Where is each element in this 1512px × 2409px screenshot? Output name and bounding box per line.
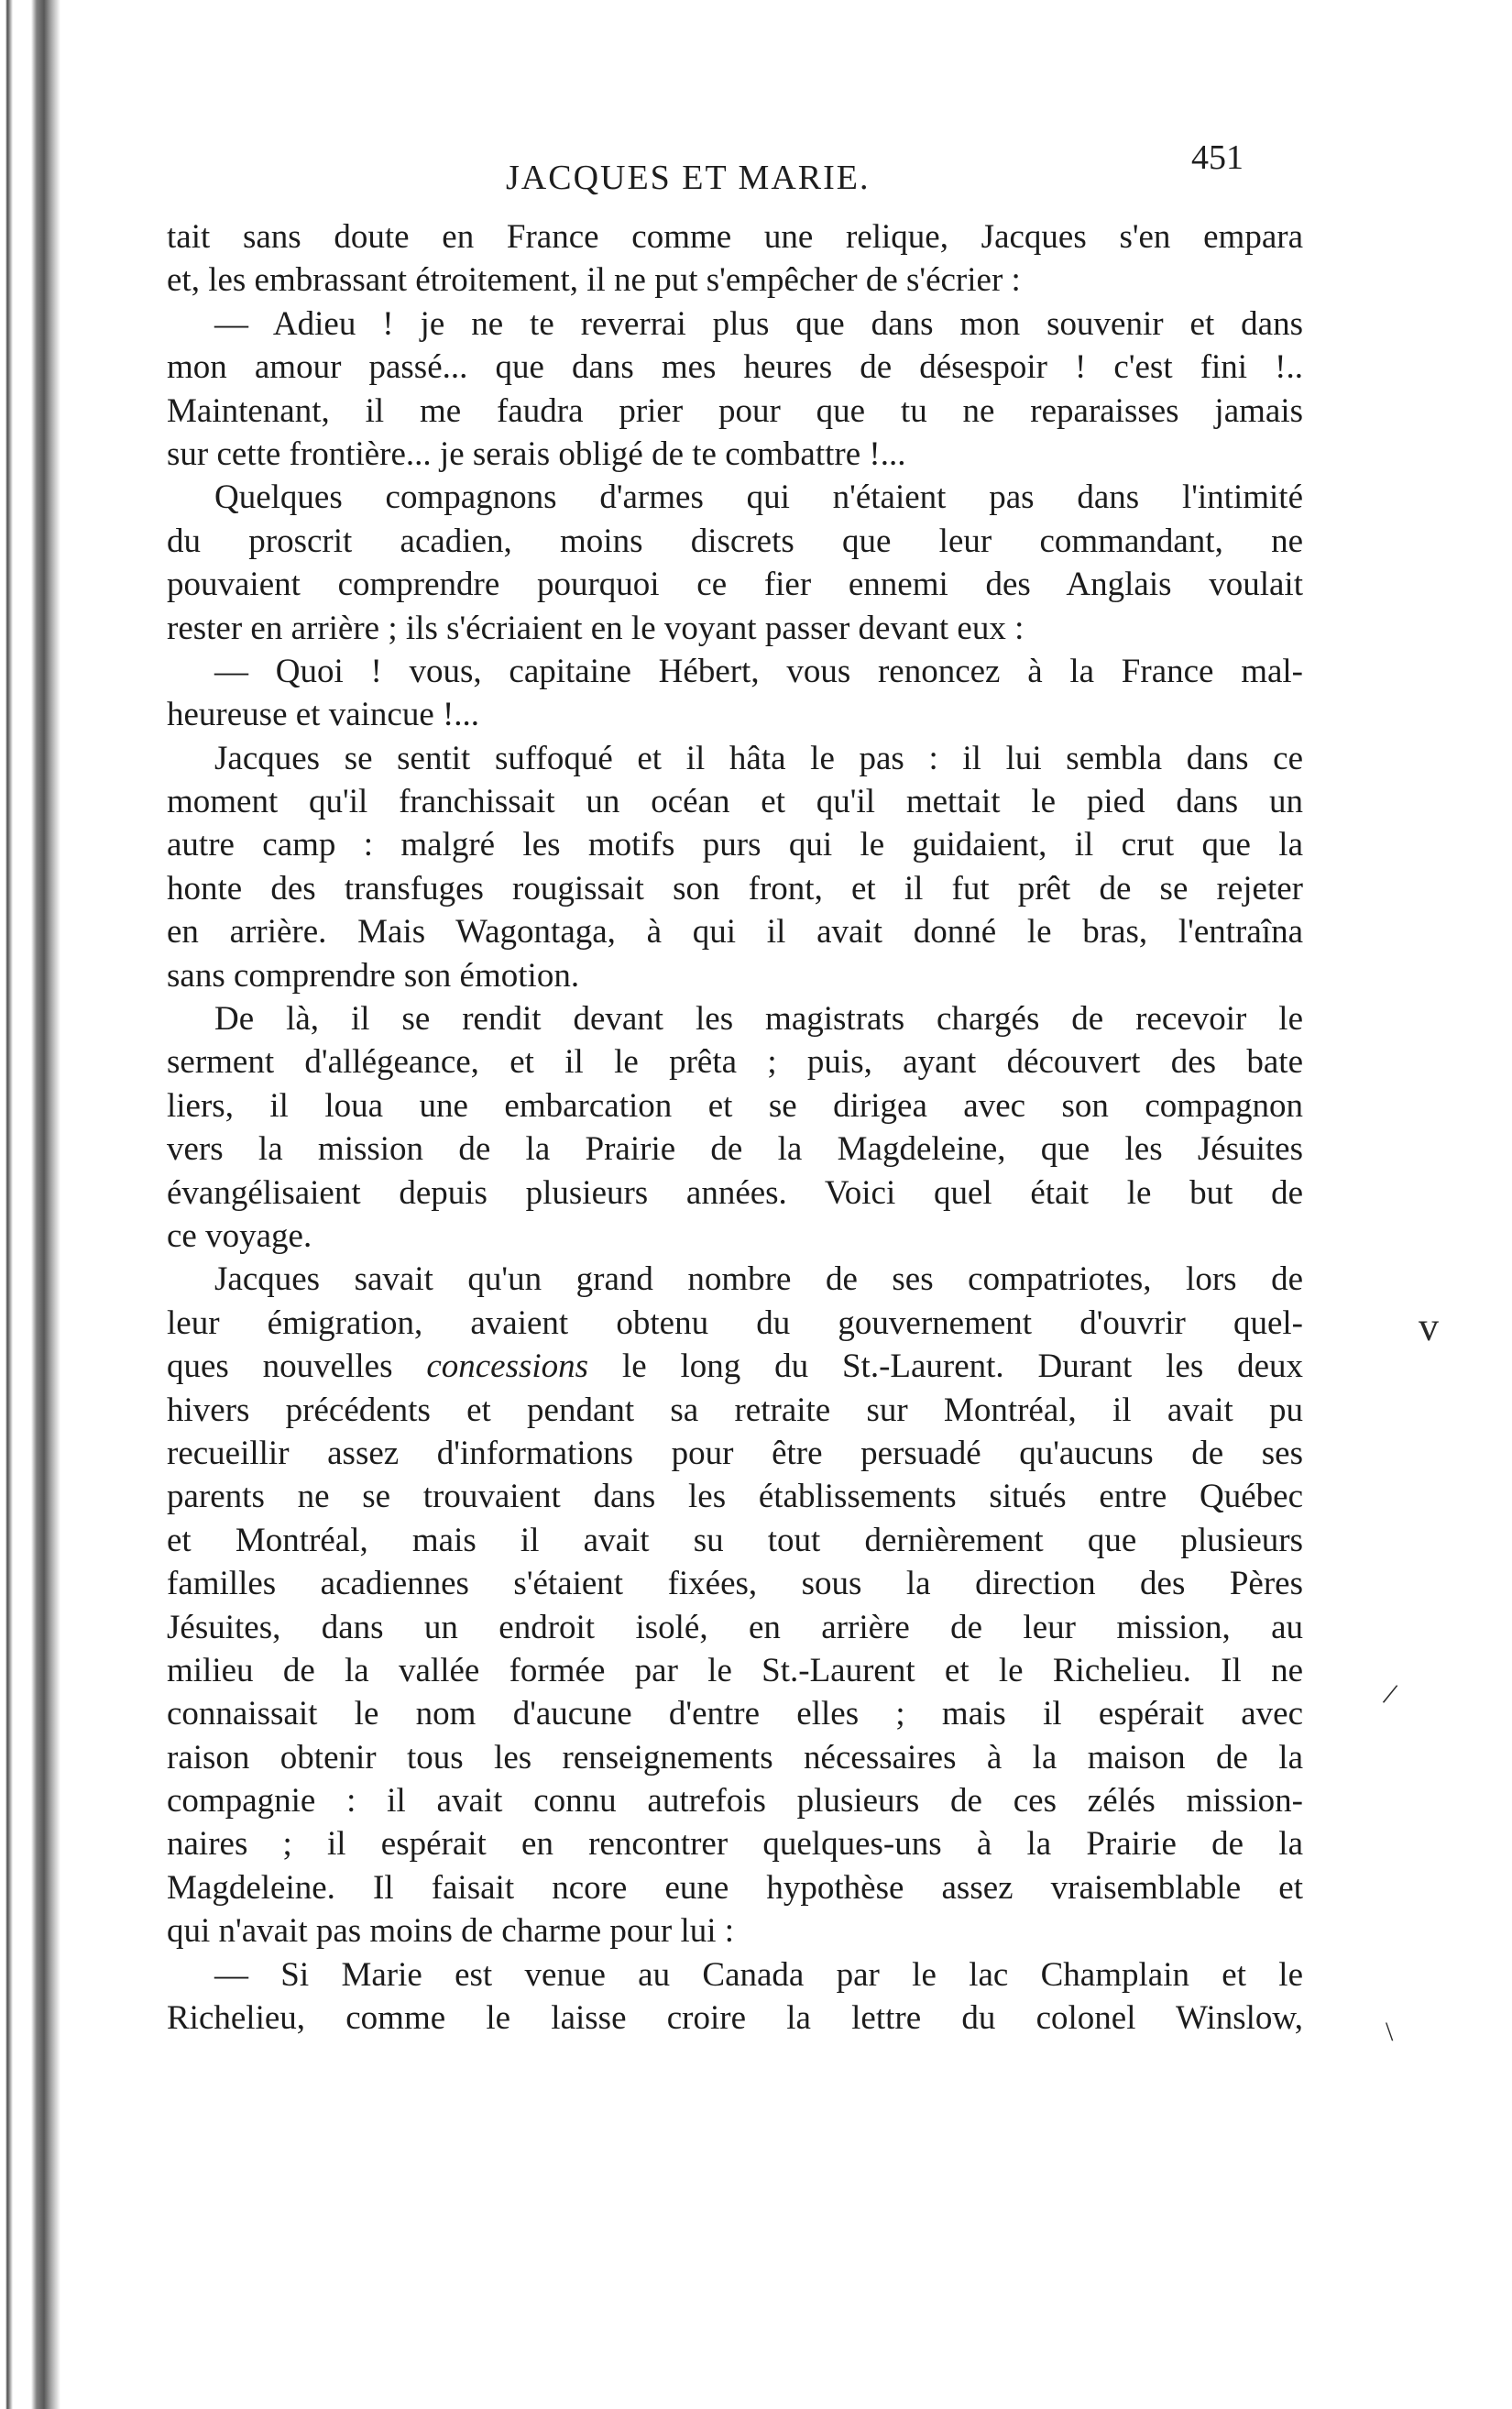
text-line: raison obtenir tous les renseignements nécessaires à la maison de la bbox=[167, 1738, 1303, 1776]
text-line: tait sans doute en France comme une relique, Jacques s'en empara bbox=[167, 218, 1303, 256]
text-line: Jacques se sentit suffoqué et il hâta le pas : il lui sembla dans ce bbox=[214, 739, 1303, 777]
text-line: ce voyage. bbox=[167, 1216, 312, 1255]
text-line: recueillir assez d'informations pour être persuadé qu'aucuns de ses bbox=[167, 1434, 1303, 1472]
text-line: vers la mission de la Prairie de la Magdeleine, que les Jésuites bbox=[167, 1130, 1303, 1169]
text-line: moment qu'il franchissait un océan et qu'il mettait le pied dans un bbox=[167, 783, 1303, 821]
text-line: leur émigration, avaient obtenu du gouvernement d'ouvrir quel- bbox=[167, 1304, 1303, 1342]
page-binding-shadow bbox=[0, 0, 71, 2409]
text-line: milieu de la vallée formée par le St.-Laurent et le Richelieu. Il ne bbox=[167, 1651, 1303, 1689]
text-line: Magdeleine. Il faisait ncore eune hypothèse assez vraisemblable et bbox=[167, 1868, 1303, 1907]
text-line: Maintenant, il me faudra prier pour que tu ne reparaisses jamais bbox=[167, 391, 1303, 430]
text-line: connaissait le nom d'aucune d'entre elles ; mais il espérait avec bbox=[167, 1695, 1303, 1733]
running-title: JACQUES ET MARIE. bbox=[506, 159, 871, 197]
page-number: 451 bbox=[1191, 138, 1244, 177]
text-line: — Quoi ! vous, capitaine Hébert, vous renoncez à la France mal- bbox=[214, 652, 1303, 690]
text-line: liers, il loua une embarcation et se dirigea avec son compagnon bbox=[167, 1086, 1303, 1125]
text-line: pouvaient comprendre pourquoi ce fier ennemi des Anglais voulait bbox=[167, 566, 1303, 604]
text-line: naires ; il espérait en rencontrer quelques-uns à la Prairie de la bbox=[167, 1825, 1303, 1864]
text-line: sur cette frontière... je serais obligé de te combattre !... bbox=[167, 434, 906, 473]
italic-word: concessions bbox=[426, 1348, 589, 1386]
text-line: mon amour passé... que dans mes heures de désespoir ! c'est fini !.. bbox=[167, 348, 1303, 387]
text-line: évangélisaient depuis plusieurs années. Voici quel était le but de bbox=[167, 1173, 1303, 1212]
text-line: Richelieu, comme le laisse croire la lettre du colonel Winslow, bbox=[167, 1999, 1303, 2038]
text-line: rester en arrière ; ils s'écriaient en le voyant passer devant eux : bbox=[167, 609, 1024, 647]
text-line: Jacques savait qu'un grand nombre de ses compatriotes, lors de bbox=[214, 1260, 1303, 1299]
text-line: familles acadiennes s'étaient fixées, sous la direction des Pères bbox=[167, 1565, 1303, 1603]
running-head bbox=[0, 138, 1512, 204]
margin-slash-mark: / bbox=[1380, 1677, 1400, 1712]
text-line: honte des transfuges rougissait son front, et il fut prêt de se rejeter bbox=[167, 869, 1303, 908]
text-line: et Montréal, mais il avait su tout dernièrement que plusieurs bbox=[167, 1521, 1303, 1559]
text-line: De là, il se rendit devant les magistrats chargés de recevoir le bbox=[214, 1000, 1303, 1039]
text-line: qui n'avait pas moins de charme pour lui : bbox=[167, 1912, 735, 1951]
margin-backslash-mark: \ bbox=[1386, 2017, 1394, 2047]
text-line: en arrière. Mais Wagontaga, à qui il avait donné le bras, l'entraîna bbox=[167, 913, 1303, 952]
text-line: ques nouvelles concessions le long du St.-Laurent. Durant les deux bbox=[167, 1348, 1303, 1386]
text-line: et, les embrassant étroitement, il ne put s'empêcher de s'écrier : bbox=[167, 261, 1021, 300]
text-line: parents ne se trouvaient dans les établissements situés entre Québec bbox=[167, 1478, 1303, 1516]
text-line: serment d'allégeance, et il le prêta ; puis, ayant découvert des bate bbox=[167, 1043, 1303, 1082]
text-line: Quelques compagnons d'armes qui n'étaient pas dans l'intimité bbox=[214, 478, 1303, 517]
text-line: compagnie : il avait connu autrefois plusieurs de ces zélés mission- bbox=[167, 1782, 1303, 1820]
text-line: — Si Marie est venue au Canada par le lac Champlain et le bbox=[214, 1955, 1303, 1994]
margin-check-mark: v bbox=[1419, 1304, 1439, 1349]
text-line: autre camp : malgré les motifs purs qui le guidaient, il crut que la bbox=[167, 826, 1303, 864]
text-line: sans comprendre son émotion. bbox=[167, 956, 580, 995]
text-line: du proscrit acadien, moins discrets que leur commandant, ne bbox=[167, 522, 1303, 560]
text-line: — Adieu ! je ne te reverrai plus que dans mon souvenir et dans bbox=[214, 304, 1303, 343]
text-line: heureuse et vaincue !... bbox=[167, 696, 480, 734]
text-line: hivers précédents et pendant sa retraite sur Montréal, il avait pu bbox=[167, 1391, 1303, 1429]
body-text bbox=[167, 215, 1303, 2104]
text-line: Jésuites, dans un endroit isolé, en arrière de leur mission, au bbox=[167, 1608, 1303, 1646]
